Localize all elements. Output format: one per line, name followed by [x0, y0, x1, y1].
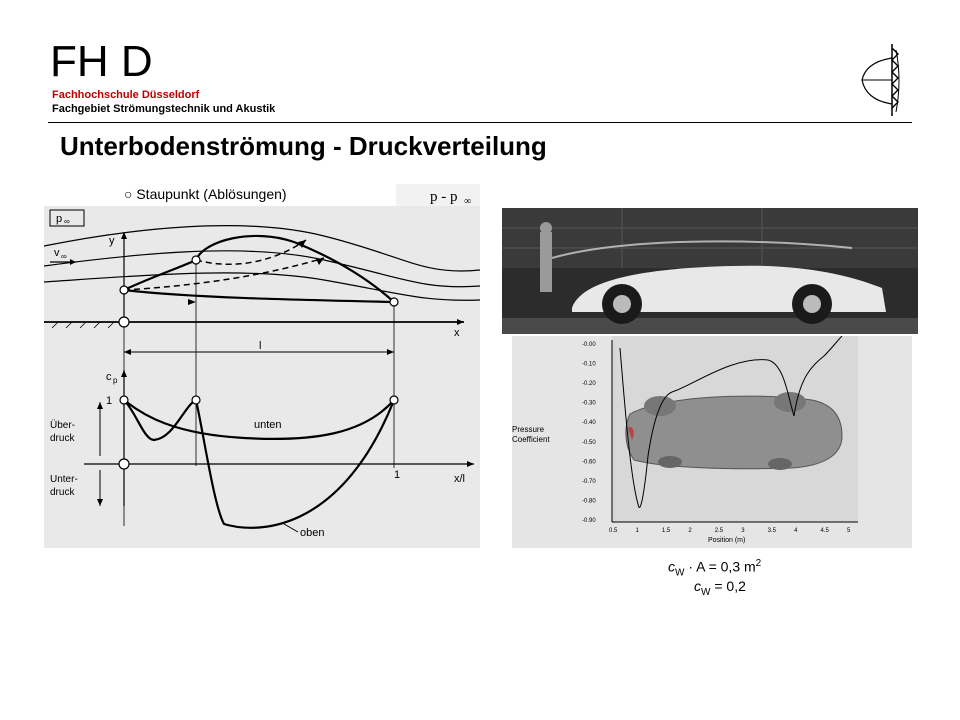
fhd-logo: FH D	[50, 37, 153, 86]
cfd-ylabel-1: Pressure	[512, 425, 545, 434]
length-label: l	[259, 340, 262, 352]
formula-eq: =	[416, 205, 426, 222]
cfd-y-tick: -0.90	[582, 518, 596, 524]
p-inf-label: p	[56, 213, 63, 225]
unten-label: unten	[254, 419, 282, 431]
ueberdruck-label-1: Über-	[50, 420, 76, 431]
unterdruck-label-1: Unter-	[50, 474, 78, 485]
cfd-y-tick: -0.60	[582, 459, 596, 466]
cp-axis-sub: p	[113, 376, 118, 385]
cfd-ylabel-2: Coefficient	[512, 435, 550, 444]
formula-two: 2	[432, 233, 439, 248]
v-inf-label: v	[54, 247, 60, 259]
formula-cp: c	[398, 205, 406, 222]
cfd-x-tick: 2.5	[714, 528, 724, 534]
cfd-pressure-chart	[512, 336, 912, 548]
cfd-x-tick: 2	[688, 528, 692, 534]
header-rule	[48, 122, 912, 123]
cp-axis-label: c	[106, 371, 112, 383]
cfd-x-tick: 1	[635, 528, 639, 534]
formula-v: v	[448, 223, 457, 243]
formula-v-sub: ∞	[459, 235, 467, 246]
cfd-x-tick: 1.5	[661, 528, 671, 534]
y-axis-label: y	[109, 235, 115, 247]
formula-cp-sub: p	[407, 214, 412, 225]
cfd-x-tick: 3.5	[767, 528, 777, 534]
org-name: Fachhochschule Düsseldorf	[52, 89, 200, 101]
formula-v-sup: 2	[459, 221, 464, 232]
ueberdruck-label-2: druck	[50, 433, 75, 444]
staupunkt-legend: ○ Staupunkt (Ablösungen)	[124, 186, 287, 202]
cfd-x-tick: 3	[741, 528, 745, 534]
cp-one-label: 1	[106, 395, 113, 407]
formula-num-sub: ∞	[464, 196, 472, 207]
formula-numerator: p - p	[430, 189, 458, 205]
university-emblem-icon	[856, 42, 916, 118]
cfd-y-tick: -0.40	[582, 420, 596, 427]
cfd-x-tick: 5	[847, 528, 851, 534]
cfd-x-tick: 4.5	[820, 528, 829, 534]
cfd-x-tick: 0.5	[609, 528, 618, 534]
cfd-y-tick: -0.00	[582, 342, 596, 348]
xl-axis-label: x/l	[454, 473, 465, 485]
cw-area-result: $c_W \cdot A = 0,3$ $m^2$	[668, 558, 762, 579]
org-department: Fachgebiet Strömungstechnik und Akustik	[52, 103, 276, 115]
page-title: Unterbodenströmung - Druckverteilung	[60, 131, 547, 161]
p-inf-sub: ∞	[64, 217, 70, 226]
cfd-y-tick: -0.20	[582, 381, 596, 388]
oben-label: oben	[300, 527, 325, 539]
cfd-y-tick: -0.50	[582, 439, 596, 446]
x-axis-label: x	[454, 327, 460, 339]
cfd-y-tick: -0.80	[582, 498, 596, 505]
cfd-y-tick: -0.30	[582, 400, 596, 407]
v-inf-sub: ∞	[61, 252, 67, 261]
unterdruck-label-2: druck	[50, 487, 75, 498]
xl-one-label: 1	[394, 469, 401, 481]
underbody-flow-diagram	[44, 206, 480, 548]
cfd-x-tick: 4	[794, 528, 798, 534]
formula-rho: ρ	[432, 216, 439, 231]
cw-result: $c_W = 0,2$	[694, 578, 746, 598]
cfd-xlabel: Position (m)	[708, 537, 746, 544]
cfd-y-tick: -0.70	[582, 478, 596, 485]
wind-tunnel-photo	[502, 208, 918, 334]
cfd-y-tick: -0.10	[582, 361, 596, 368]
